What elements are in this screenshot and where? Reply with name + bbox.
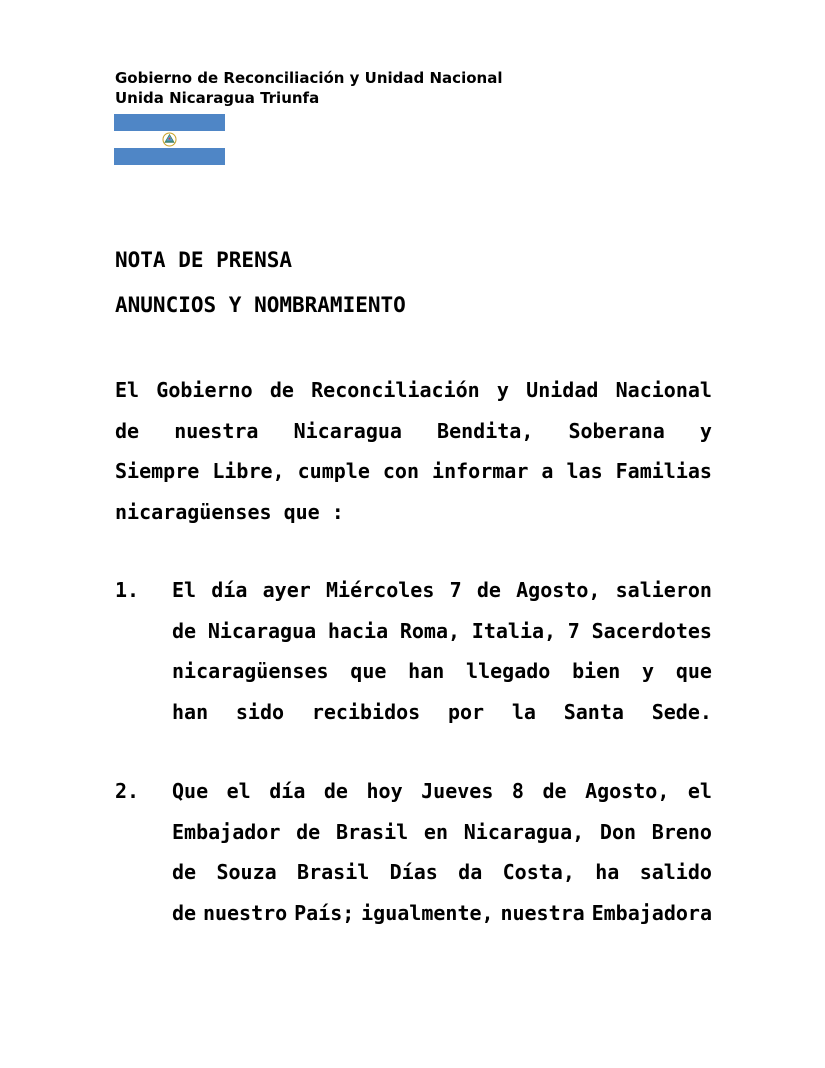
text-line [172, 692, 712, 733]
word: Reconciliación [311, 378, 480, 402]
word: el [226, 779, 251, 803]
word: Roma, [399, 618, 461, 643]
word: día [211, 578, 248, 602]
word: Souza [216, 860, 277, 884]
word: Familias [615, 459, 712, 483]
word: hoy [366, 779, 403, 803]
word: Brasil [297, 860, 370, 884]
word: nuestra [174, 418, 259, 443]
list-item [115, 771, 712, 933]
list-item-text [172, 771, 712, 933]
government-header [115, 68, 502, 108]
word: de [269, 378, 294, 402]
text-line [115, 411, 712, 452]
list-item-number: 1. [115, 578, 140, 602]
text-line [172, 611, 712, 652]
word: cumple [297, 459, 370, 483]
word: Días [389, 860, 438, 884]
word: Jueves [421, 779, 494, 803]
word: ha [595, 860, 620, 884]
word: que [675, 659, 712, 683]
word: El [172, 578, 197, 602]
word: las [566, 459, 603, 483]
text-line [172, 893, 712, 934]
word: de [172, 900, 197, 925]
word: Brasil [335, 819, 409, 844]
word: bien [572, 659, 621, 683]
word: y [642, 659, 655, 683]
word: Nicaragua, [463, 819, 585, 844]
word: nicaragüenses [172, 659, 329, 683]
word: Soberana [568, 418, 665, 443]
word: por [447, 699, 485, 724]
word: nuestra [500, 900, 585, 925]
word: Santa [563, 699, 624, 724]
word: de [172, 860, 197, 884]
word: día [269, 779, 306, 803]
word: ayer [262, 578, 311, 602]
word: Nicaragua [207, 618, 317, 643]
word: informar [432, 459, 529, 483]
word: de [542, 779, 567, 803]
word: de [115, 418, 140, 443]
word: y [496, 378, 509, 402]
word: han [408, 659, 445, 683]
press-note-title: NOTA DE PRENSA [115, 248, 293, 272]
word: da [458, 860, 483, 884]
text-line [172, 570, 712, 611]
word: sido [235, 699, 285, 724]
word: Siempre [115, 459, 200, 483]
word: Don [599, 819, 637, 844]
word: de [323, 779, 348, 803]
word: 8 [511, 779, 524, 803]
text-line [172, 852, 712, 893]
list-item-number: 2. [115, 779, 140, 803]
text-line [172, 771, 712, 812]
word: recibidos [311, 699, 421, 724]
intro-paragraph [115, 370, 712, 532]
government-name: Gobierno de Reconciliación y Unidad Nacional [115, 69, 503, 87]
word: Embajador [172, 819, 281, 844]
word: Sacerdotes [591, 618, 712, 643]
flag-stripe-top [114, 114, 225, 131]
word: salido [639, 860, 712, 884]
text-line [172, 651, 712, 692]
word: Que [172, 779, 209, 803]
word: 7 [449, 578, 462, 602]
word: hacia [327, 618, 389, 643]
word: la [511, 699, 536, 724]
word: Italia, [471, 618, 557, 643]
word: Unidad [526, 378, 599, 402]
word: El [115, 378, 140, 402]
word: el [687, 779, 712, 803]
word: igualmente, [361, 900, 494, 925]
word: Sede. [651, 699, 712, 724]
word: de [296, 819, 321, 844]
word: de [172, 618, 197, 643]
word: con [382, 459, 420, 483]
word: Libre, [212, 459, 285, 483]
word: Agosto, [516, 578, 601, 602]
word: han [172, 699, 209, 724]
word: a [541, 459, 554, 483]
text-line [172, 812, 712, 853]
word: Agosto, [585, 779, 670, 803]
word: Bendita, [437, 418, 534, 443]
word: 7 [567, 618, 580, 643]
list-item [115, 570, 712, 732]
announcements-subtitle: ANUNCIOS Y NOMBRAMIENTO [115, 293, 406, 317]
word: de [476, 578, 501, 602]
text-line [115, 492, 712, 533]
text-line [115, 370, 712, 411]
word: nuestro [202, 900, 288, 925]
flag-stripe-bottom [114, 148, 225, 165]
word: Costa, [502, 860, 575, 884]
word: Embajadora [591, 900, 712, 925]
word: País; [294, 900, 355, 925]
word: Nacional [615, 378, 712, 402]
word: Nicaragua [293, 418, 402, 443]
word: llegado [466, 659, 551, 683]
government-slogan: Unida Nicaragua Triunfa [115, 89, 320, 107]
nicaragua-flag-icon [114, 114, 225, 165]
word: en [423, 819, 449, 844]
word: Breno [651, 819, 712, 844]
word: salieron [615, 578, 712, 602]
text-line [115, 451, 712, 492]
word: Miércoles [326, 578, 435, 602]
word: nicaragüenses que : [115, 499, 344, 524]
list-item-text [172, 570, 712, 732]
word: y [699, 418, 712, 443]
word: Gobierno [156, 378, 253, 402]
word: que [350, 659, 387, 683]
